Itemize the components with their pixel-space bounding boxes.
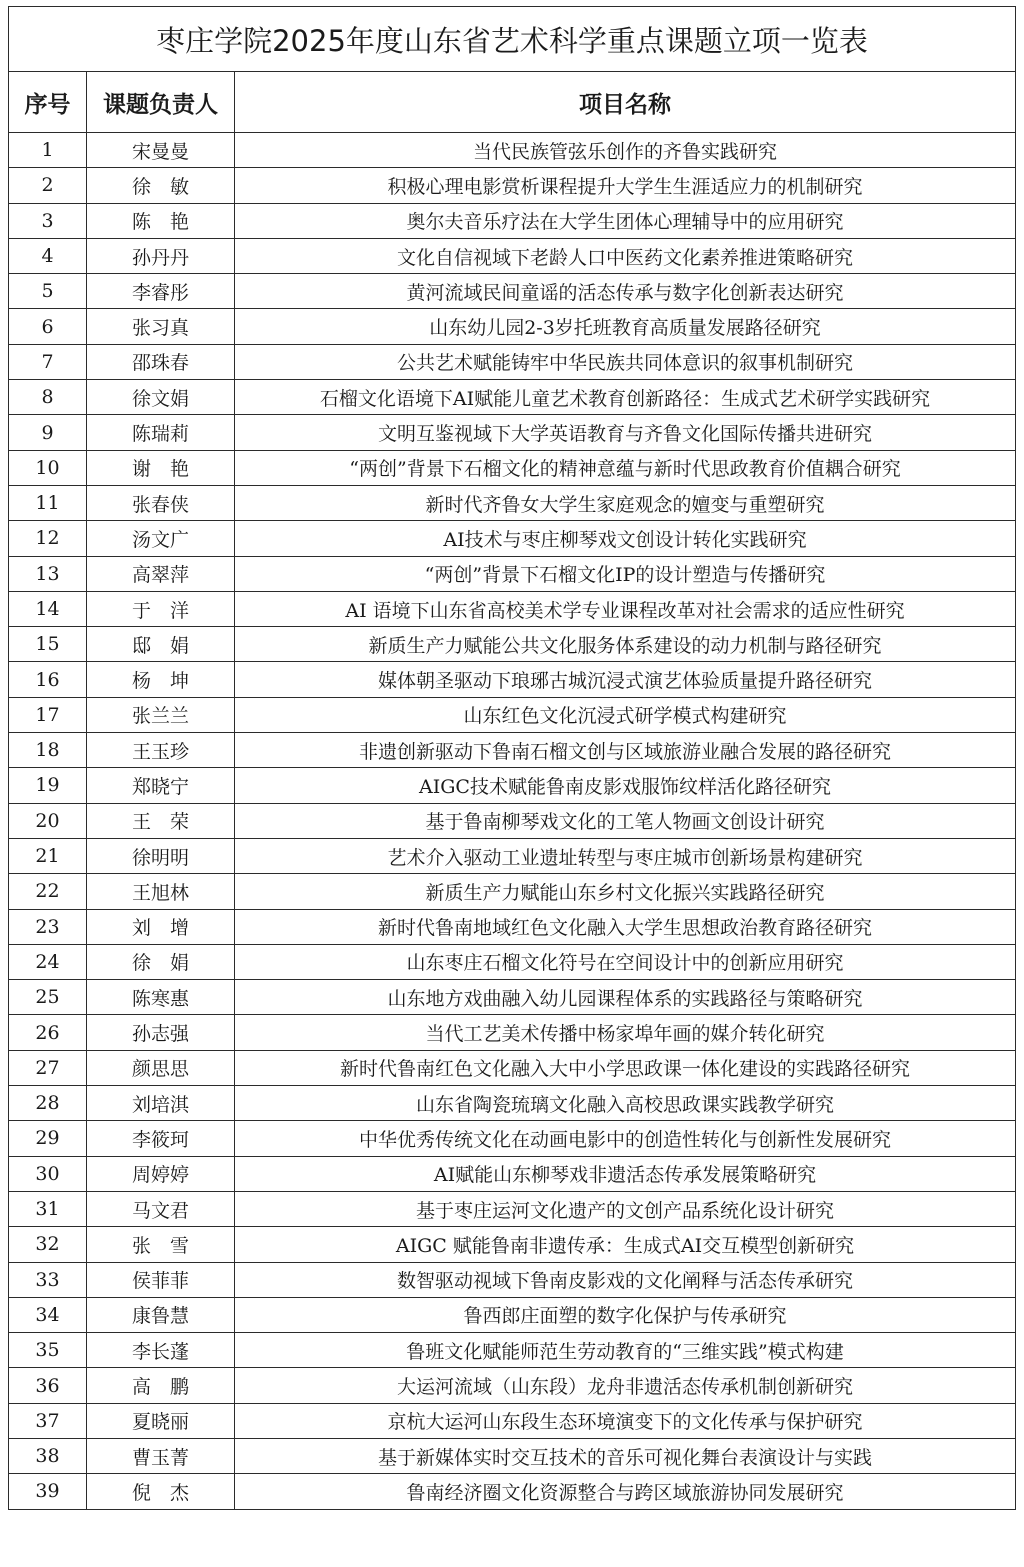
row-leader: 张春侠 [87,485,235,520]
row-project: 鲁南经济圈文化资源整合与跨区域旅游协同发展研究 [235,1474,1016,1509]
row-number: 29 [9,1121,87,1156]
row-number: 39 [9,1474,87,1509]
table-row [9,768,1016,803]
table-row [9,838,1016,873]
row-project: 积极心理电影赏析课程提升大学生生涯适应力的机制研究 [235,168,1016,203]
row-number: 37 [9,1403,87,1438]
row-project: 公共艺术赋能铸牢中华民族共同体意识的叙事机制研究 [235,344,1016,379]
row-leader: 李筱珂 [87,1121,235,1156]
row-number: 2 [9,168,87,203]
row-number: 3 [9,203,87,238]
row-project: 文明互鉴视域下大学英语教育与齐鲁文化国际传播共进研究 [235,415,1016,450]
row-leader: 陈寒惠 [87,980,235,1015]
table-row [9,980,1016,1015]
row-number: 26 [9,1015,87,1050]
row-project: 山东地方戏曲融入幼儿园课程体系的实践路径与策略研究 [235,980,1016,1015]
row-number: 34 [9,1297,87,1332]
row-leader: 王 荣 [87,803,235,838]
row-project: 当代民族管弦乐创作的齐鲁实践研究 [235,133,1016,168]
row-number: 22 [9,874,87,909]
table-row [9,1121,1016,1156]
row-leader: 陈瑞莉 [87,415,235,450]
row-leader: 谢 艳 [87,450,235,485]
row-leader: 倪 杰 [87,1474,235,1509]
row-project: 新时代鲁南红色文化融入大中小学思政课一体化建设的实践路径研究 [235,1050,1016,1085]
row-number: 24 [9,944,87,979]
row-number: 19 [9,768,87,803]
row-leader: 孙丹丹 [87,238,235,273]
row-number: 36 [9,1368,87,1403]
row-project: 山东枣庄石榴文化符号在空间设计中的创新应用研究 [235,944,1016,979]
row-leader: 刘 增 [87,909,235,944]
row-project: “两创”背景下石榴文化IP的设计塑造与传播研究 [235,556,1016,591]
row-number: 7 [9,344,87,379]
row-number: 1 [9,133,87,168]
row-number: 12 [9,521,87,556]
row-project: 鲁班文化赋能师范生劳动教育的“三维实践”模式构建 [235,1333,1016,1368]
table-row [9,1227,1016,1262]
row-project: 奥尔夫音乐疗法在大学生团体心理辅导中的应用研究 [235,203,1016,238]
row-leader: 徐明明 [87,838,235,873]
row-leader: 高翠萍 [87,556,235,591]
row-leader: 徐 敏 [87,168,235,203]
row-project: “两创”背景下石榴文化的精神意蕴与新时代思政教育价值耦合研究 [235,450,1016,485]
row-leader: 王玉珍 [87,733,235,768]
row-project: AI赋能山东柳琴戏非遗活态传承发展策略研究 [235,1156,1016,1191]
row-leader: 李长蓬 [87,1333,235,1368]
row-project: 文化自信视域下老龄人口中医药文化素养推进策略研究 [235,238,1016,273]
table-row [9,133,1016,168]
table-row [9,556,1016,591]
table-title: 枣庄学院2025年度山东省艺术科学重点课题立项一览表 [9,7,1016,72]
table-row [9,1156,1016,1191]
row-number: 11 [9,485,87,520]
project-list-table [8,6,1016,1510]
row-number: 30 [9,1156,87,1191]
row-number: 32 [9,1227,87,1262]
row-leader: 张兰兰 [87,697,235,732]
table-row [9,238,1016,273]
row-number: 15 [9,627,87,662]
row-leader: 于 洋 [87,591,235,626]
table-row [9,1438,1016,1473]
row-leader: 杨 坤 [87,662,235,697]
row-number: 23 [9,909,87,944]
row-number: 8 [9,380,87,415]
header-no: 序号 [9,72,87,133]
row-leader: 周婷婷 [87,1156,235,1191]
row-number: 27 [9,1050,87,1085]
row-number: 14 [9,591,87,626]
table-row [9,309,1016,344]
row-project: 数智驱动视域下鲁南皮影戏的文化阐释与活态传承研究 [235,1262,1016,1297]
row-project: 大运河流域（山东段）龙舟非遗活态传承机制创新研究 [235,1368,1016,1403]
table-row [9,1474,1016,1509]
row-leader: 侯菲菲 [87,1262,235,1297]
row-project: AIGC 赋能鲁南非遗传承：生成式AI交互模型创新研究 [235,1227,1016,1262]
row-project: AIGC技术赋能鲁南皮影戏服饰纹样活化路径研究 [235,768,1016,803]
row-project: 黄河流域民间童谣的活态传承与数字化创新表达研究 [235,274,1016,309]
row-number: 31 [9,1191,87,1226]
row-leader: 孙志强 [87,1015,235,1050]
row-project: 新质生产力赋能山东乡村文化振兴实践路径研究 [235,874,1016,909]
row-number: 17 [9,697,87,732]
row-leader: 李睿彤 [87,274,235,309]
row-number: 13 [9,556,87,591]
row-number: 35 [9,1333,87,1368]
row-leader: 汤文广 [87,521,235,556]
row-leader: 邵珠春 [87,344,235,379]
row-leader: 夏晓丽 [87,1403,235,1438]
row-project: 京杭大运河山东段生态环境演变下的文化传承与保护研究 [235,1403,1016,1438]
row-project: 基于枣庄运河文化遗产的文创产品系统化设计研究 [235,1191,1016,1226]
title-row [9,7,1016,72]
table-row [9,1403,1016,1438]
row-number: 10 [9,450,87,485]
row-leader: 徐 娟 [87,944,235,979]
row-number: 5 [9,274,87,309]
table-row [9,874,1016,909]
table-row [9,1086,1016,1121]
row-number: 38 [9,1438,87,1473]
row-leader: 张 雪 [87,1227,235,1262]
row-leader: 颜思思 [87,1050,235,1085]
header-leader: 课题负责人 [87,72,235,133]
table-row [9,274,1016,309]
table-row [9,485,1016,520]
row-leader: 徐文娟 [87,380,235,415]
row-leader: 宋曼曼 [87,133,235,168]
table-body [9,133,1016,1510]
row-project: 新质生产力赋能公共文化服务体系建设的动力机制与路径研究 [235,627,1016,662]
row-project: 石榴文化语境下AI赋能儿童艺术教育创新路径：生成式艺术研学实践研究 [235,380,1016,415]
table-row [9,697,1016,732]
row-project: 非遗创新驱动下鲁南石榴文创与区域旅游业融合发展的路径研究 [235,733,1016,768]
row-project: 新时代鲁南地域红色文化融入大学生思想政治教育路径研究 [235,909,1016,944]
row-number: 28 [9,1086,87,1121]
row-project: 媒体朝圣驱动下琅琊古城沉浸式演艺体验质量提升路径研究 [235,662,1016,697]
table-row [9,733,1016,768]
row-project: 鲁西郎庄面塑的数字化保护与传承研究 [235,1297,1016,1332]
table-row [9,944,1016,979]
row-leader: 曹玉菁 [87,1438,235,1473]
row-leader: 高 鹏 [87,1368,235,1403]
table-row [9,415,1016,450]
row-project: 艺术介入驱动工业遗址转型与枣庄城市创新场景构建研究 [235,838,1016,873]
table-row [9,203,1016,238]
row-number: 6 [9,309,87,344]
table-row [9,1262,1016,1297]
row-leader: 刘培淇 [87,1086,235,1121]
row-leader: 马文君 [87,1191,235,1226]
row-project: 山东红色文化沉浸式研学模式构建研究 [235,697,1016,732]
row-number: 20 [9,803,87,838]
table-row [9,344,1016,379]
row-number: 16 [9,662,87,697]
table-row [9,1368,1016,1403]
header-project: 项目名称 [235,72,1016,133]
row-number: 25 [9,980,87,1015]
row-project: AI技术与枣庄柳琴戏文创设计转化实践研究 [235,521,1016,556]
table-row [9,909,1016,944]
table-row [9,627,1016,662]
row-project: 当代工艺美术传播中杨家埠年画的媒介转化研究 [235,1015,1016,1050]
table-row [9,591,1016,626]
row-project: 基于鲁南柳琴戏文化的工笔人物画文创设计研究 [235,803,1016,838]
table-row [9,521,1016,556]
row-number: 18 [9,733,87,768]
row-project: AI 语境下山东省高校美术学专业课程改革对社会需求的适应性研究 [235,591,1016,626]
table-row [9,168,1016,203]
table-row [9,803,1016,838]
table-row [9,1050,1016,1085]
table-row [9,1015,1016,1050]
header-row [9,72,1016,133]
row-leader: 陈 艳 [87,203,235,238]
row-number: 9 [9,415,87,450]
row-project: 基于新媒体实时交互技术的音乐可视化舞台表演设计与实践 [235,1438,1016,1473]
row-number: 4 [9,238,87,273]
table-row [9,380,1016,415]
row-project: 新时代齐鲁女大学生家庭观念的嬗变与重塑研究 [235,485,1016,520]
row-leader: 郑晓宁 [87,768,235,803]
table-row [9,1297,1016,1332]
table-row [9,450,1016,485]
table-row [9,1333,1016,1368]
row-leader: 邸 娟 [87,627,235,662]
table-row [9,1191,1016,1226]
row-project: 山东省陶瓷琉璃文化融入高校思政课实践教学研究 [235,1086,1016,1121]
row-project: 山东幼儿园2-3岁托班教育高质量发展路径研究 [235,309,1016,344]
row-leader: 张习真 [87,309,235,344]
row-leader: 王旭林 [87,874,235,909]
row-project: 中华优秀传统文化在动画电影中的创造性转化与创新性发展研究 [235,1121,1016,1156]
row-number: 33 [9,1262,87,1297]
row-number: 21 [9,838,87,873]
row-leader: 康鲁慧 [87,1297,235,1332]
table-row [9,662,1016,697]
